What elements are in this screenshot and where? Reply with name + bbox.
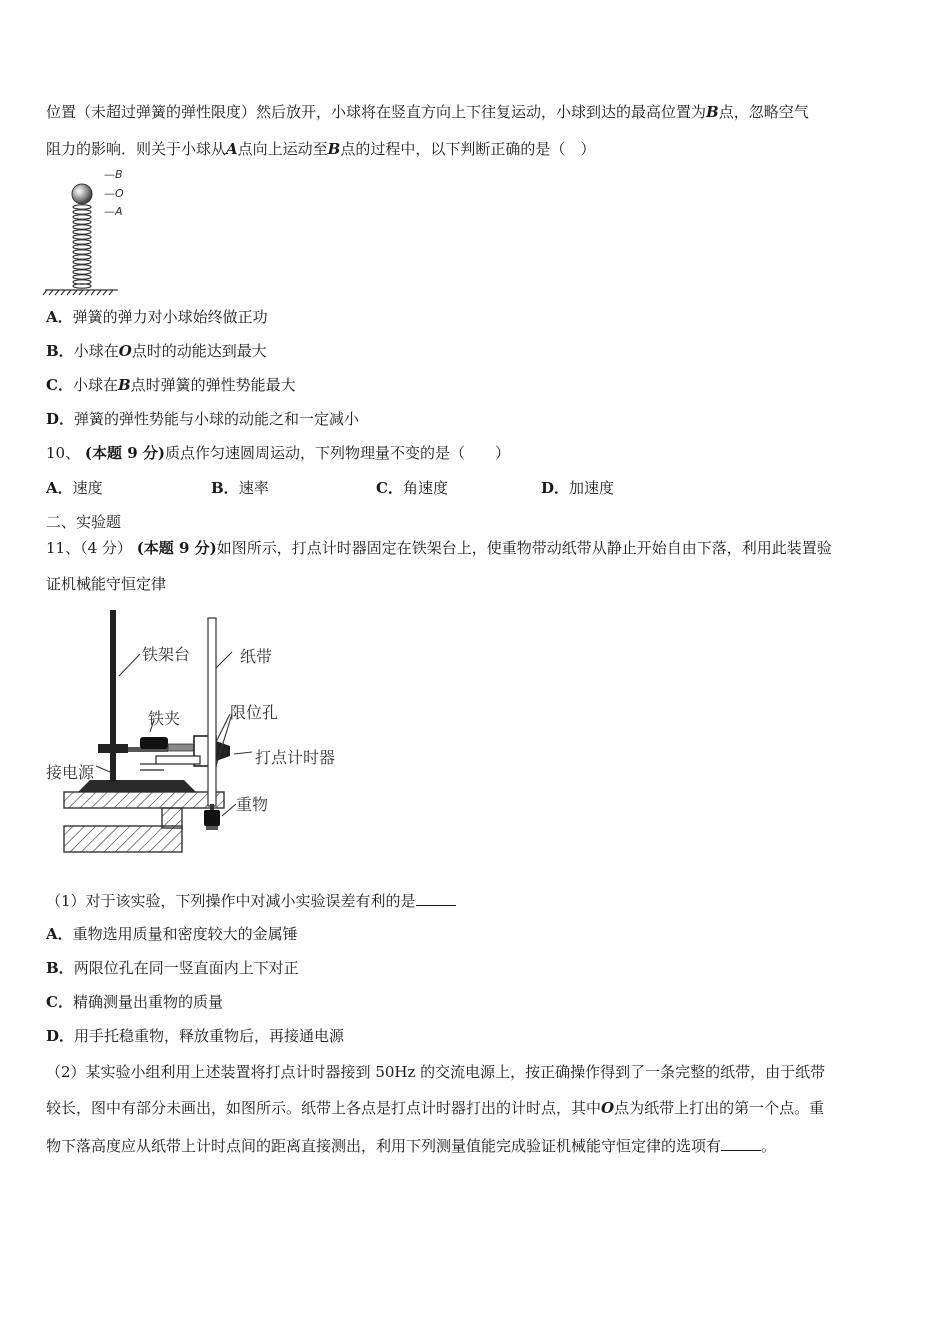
- label-a: —A: [104, 205, 123, 218]
- q10-option-c: [376, 477, 448, 499]
- q9-stem-text: 点向上运动至: [237, 140, 328, 158]
- label-paper-tape: 纸带: [240, 647, 273, 666]
- spring-figure: [40, 172, 140, 297]
- table: [64, 792, 224, 852]
- option-key: C．: [46, 993, 73, 1011]
- question-score: (本题 9 分): [84, 444, 165, 462]
- paper-tape: [208, 618, 216, 806]
- answer-blank[interactable]: [721, 1134, 761, 1151]
- option-text: 角速度: [402, 479, 448, 497]
- q9-stem-text: 位置（未超过弹簧的弹性限度）然后放开，小球将在竖直方向上下往复运动，小球到达的最高位置为: [46, 103, 707, 121]
- sub-text: 点为纸带上打出的第一个点。重: [614, 1099, 825, 1117]
- question-number: 11、（4 分）: [46, 539, 132, 557]
- question-stem: 质点作匀速圆周运动，下列物理量不变的是（ ）: [164, 444, 510, 462]
- option-text: 弹簧的弹性势能与小球的动能之和一定减小: [74, 410, 360, 428]
- q10-option-a: [46, 477, 103, 499]
- q9-stem-text: 点的过程中，以下判断正确的是（ ）: [340, 140, 596, 158]
- q11-sub1-option-a: [46, 923, 298, 945]
- option-text: 用手托稳重物，释放重物后，再接通电源: [74, 1027, 345, 1045]
- sub-text: 较长，图中有部分未画出，如图所示。纸带上各点是打点计时器打出的计时点，其中: [46, 1099, 602, 1117]
- ball: [72, 184, 92, 204]
- stand-base: [78, 780, 196, 792]
- point-b-symbol: B: [117, 376, 131, 394]
- point-o-symbol: O: [601, 1099, 615, 1117]
- question-stem: 如图所示，打点计时器固定在铁架台上，使重物带动纸带从静止开始自由下落，利用此装置验: [216, 539, 832, 557]
- point-b-symbol: B: [706, 103, 719, 121]
- label-iron-clamp: 铁夹: [148, 709, 181, 728]
- option-key: A．: [46, 479, 73, 497]
- option-text: 小球在: [72, 376, 118, 394]
- q11-sub2-line1: （2）某实验小组利用上述装置将打点计时器接到 50Hz 的交流电源上，按正确操作得到了一条完整的纸带，由于纸带: [46, 1063, 826, 1081]
- stand-rod: [110, 610, 116, 782]
- label-iron-stand: 铁架台: [142, 645, 191, 664]
- label-timer: 打点计时器: [255, 748, 336, 767]
- spring-coil: [73, 205, 91, 288]
- sub-stem: （1）对于该实验，下列操作中对减小实验误差有利的是: [46, 892, 416, 910]
- option-key: B．: [46, 959, 74, 977]
- label-limit-hole: 限位孔: [230, 703, 279, 722]
- option-key: D．: [541, 479, 570, 497]
- q11-sub2-line2: [46, 1097, 824, 1119]
- q11-sub2-line3: [46, 1134, 776, 1157]
- option-text: 加速度: [569, 479, 615, 497]
- option-key: D．: [46, 1027, 75, 1045]
- label-power-supply: 接电源: [46, 763, 95, 782]
- ground: [43, 290, 118, 295]
- point-b-symbol: B: [327, 140, 341, 158]
- option-key: B．: [211, 479, 239, 497]
- option-text: 速度: [72, 479, 103, 497]
- sub-text: 。: [761, 1137, 777, 1155]
- q9-option-c: [46, 374, 296, 396]
- option-text: 弹簧的弹力对小球始终做正功: [72, 308, 268, 326]
- option-key: A．: [46, 308, 73, 326]
- option-text: 精确测量出重物的质量: [72, 993, 223, 1011]
- point-o-symbol: O: [118, 342, 132, 360]
- answer-blank[interactable]: [416, 889, 456, 906]
- q10-stem: [46, 442, 510, 464]
- option-text: 两限位孔在同一竖直面内上下对正: [73, 959, 299, 977]
- sub-text: 物下落高度应从纸带上计时点间的距离直接测出，利用下列测量值能完成验证机械能守恒定律的选项有: [46, 1137, 722, 1155]
- q11-sub1-option-b: [46, 957, 299, 979]
- q9-stem-text: 点，忽略空气: [718, 103, 809, 121]
- q9-option-a: [46, 306, 268, 328]
- option-text: 点时的动能达到最大: [131, 342, 267, 360]
- section-title: 二、实验题: [46, 513, 122, 531]
- q11-sub1-option-d: [46, 1025, 344, 1047]
- q11-stem-line2: 证机械能守恒定律: [46, 575, 167, 593]
- q9-stem-line1: [46, 101, 809, 123]
- option-key: C．: [46, 376, 73, 394]
- option-text: 小球在: [73, 342, 119, 360]
- question-score: (本题 9 分): [136, 539, 217, 557]
- option-key: C．: [376, 479, 403, 497]
- q9-stem-text: 阻力的影响．则关于小球从: [46, 140, 227, 158]
- q9-stem-line2: [46, 138, 595, 160]
- q10-option-d: [541, 477, 614, 499]
- option-text: 速率: [238, 479, 269, 497]
- q11-sub1-stem: [46, 889, 456, 912]
- q10-option-b: [211, 477, 269, 499]
- q9-option-b: [46, 340, 267, 362]
- option-key: D．: [46, 410, 75, 428]
- q11-stem-line1: [46, 537, 832, 559]
- point-a-symbol: A: [226, 140, 238, 158]
- option-key: B．: [46, 342, 74, 360]
- q11-sub1-option-c: [46, 991, 223, 1013]
- option-key: A．: [46, 925, 73, 943]
- question-number: 10、: [46, 444, 81, 462]
- apparatus-figure: [44, 606, 344, 856]
- option-text: 点时弹簧的弹性势能最大: [130, 376, 296, 394]
- option-text: 重物选用质量和密度较大的金属锤: [72, 925, 298, 943]
- q9-option-d: [46, 408, 359, 430]
- label-b: —B: [104, 168, 123, 181]
- label-o: —O: [104, 187, 124, 200]
- label-weight: 重物: [236, 795, 269, 814]
